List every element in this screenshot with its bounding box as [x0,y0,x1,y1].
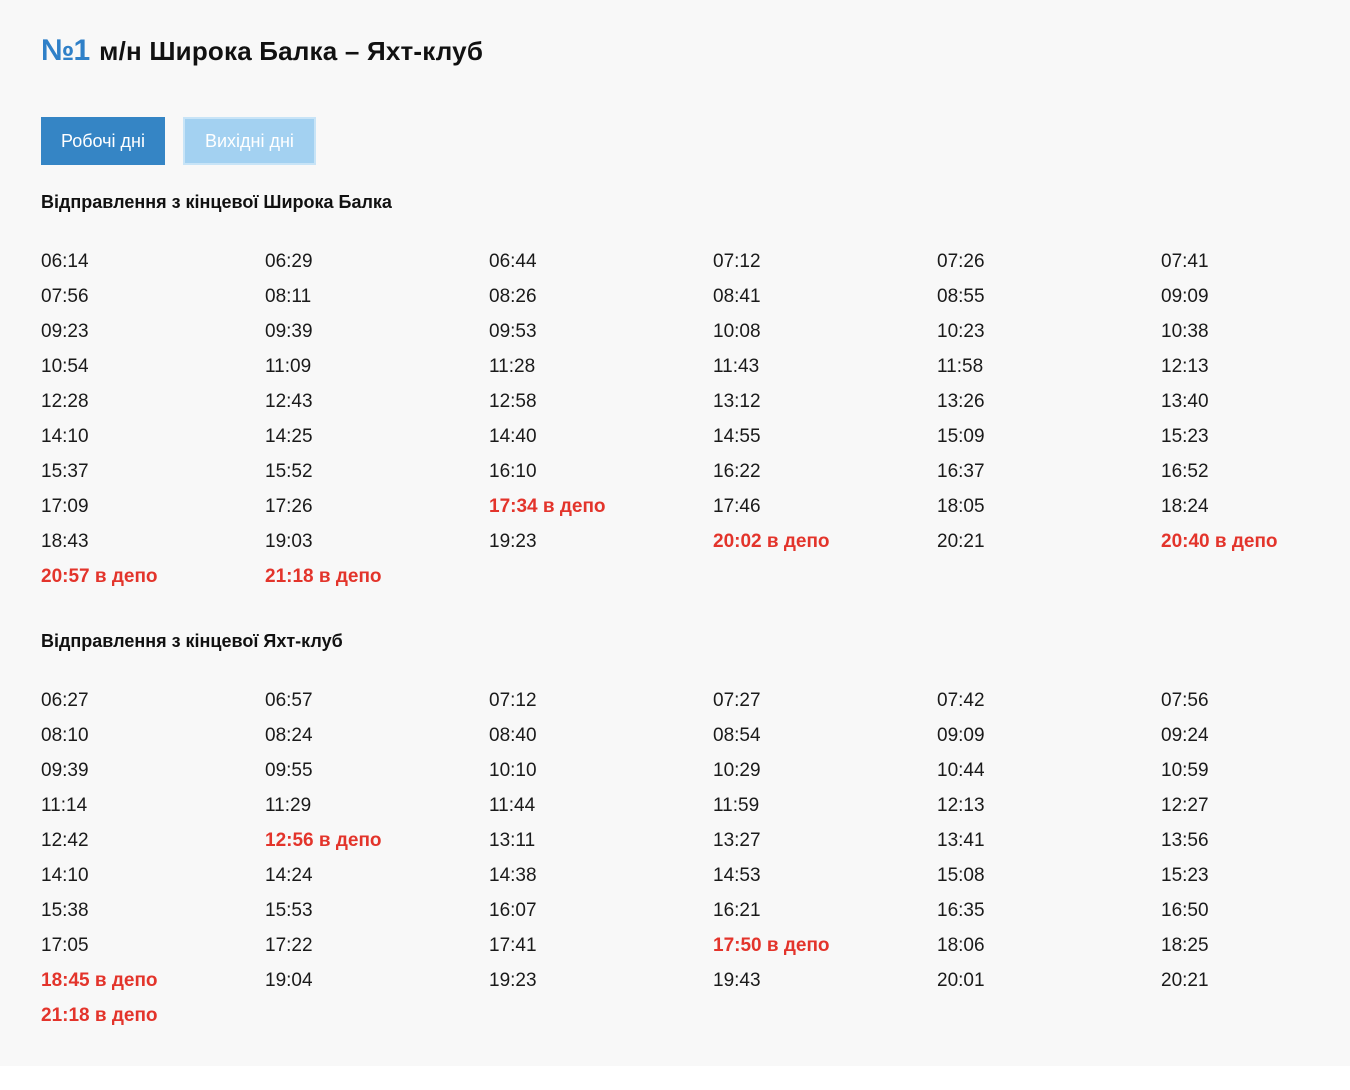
departures-section-yacht-club [41,629,1341,1033]
departure-time: 11:58 [937,356,984,377]
departure-time: 16:52 [1161,461,1209,482]
departure-time: 10:23 [937,321,985,342]
departure-time: 09:39 [41,760,89,781]
departure-time: 10:54 [41,356,89,377]
departure-time: 10:29 [713,760,761,781]
departure-time: 19:23 [489,531,537,552]
tab-weekends[interactable]: Вихідні дні [183,117,316,165]
route-number-badge: №1 [41,34,90,67]
departure-time: 11:43 [713,356,760,377]
departure-time: 18:05 [937,496,985,517]
departure-time: 17:41 [489,935,537,956]
departure-time: 06:27 [41,690,89,711]
departure-time: 07:42 [937,690,985,711]
departure-time: 09:23 [41,321,89,342]
departure-time: 13:26 [937,391,985,412]
departure-time-depot: 12:56 в депо [265,830,382,851]
departure-time: 12:28 [41,391,89,412]
departure-time: 12:58 [489,391,537,412]
departure-time: 20:01 [937,970,985,991]
departure-time: 08:10 [41,725,89,746]
departure-time: 16:50 [1161,900,1209,921]
departure-time: 10:10 [489,760,537,781]
departure-time-depot: 17:34 в депо [489,496,606,517]
departure-time: 09:24 [1161,725,1209,746]
departure-time: 20:21 [1161,970,1209,991]
departure-time-depot: 20:57 в депо [41,566,158,587]
departure-time: 16:35 [937,900,985,921]
departure-time: 10:44 [937,760,985,781]
departure-time: 13:40 [1161,391,1209,412]
departure-time: 11:14 [41,795,88,816]
departure-time-depot: 17:50 в депо [713,935,830,956]
departure-time-depot: 20:02 в депо [713,531,830,552]
departure-time: 13:11 [489,830,536,851]
departure-time: 10:59 [1161,760,1209,781]
departure-time: 14:25 [265,426,313,447]
departure-time: 18:43 [41,531,89,552]
departure-time-depot: 20:40 в депо [1161,531,1278,552]
departure-time: 17:22 [265,935,313,956]
departure-time: 15:52 [265,461,313,482]
departure-time: 08:24 [265,725,313,746]
departure-time: 11:59 [713,795,760,816]
departure-time: 19:23 [489,970,537,991]
departure-time: 07:56 [41,286,89,307]
departure-time: 19:43 [713,970,761,991]
departure-time: 07:27 [713,690,761,711]
departure-time: 14:40 [489,426,537,447]
departure-times-grid [41,683,1341,1033]
departure-time: 08:54 [713,725,761,746]
departure-time: 08:11 [265,286,312,307]
departure-time: 20:21 [937,531,985,552]
departure-time: 07:12 [489,690,537,711]
departure-time: 08:26 [489,286,537,307]
departure-time: 06:57 [265,690,313,711]
departure-time: 12:27 [1161,795,1209,816]
departure-time: 13:56 [1161,830,1209,851]
departure-time-depot: 21:18 в депо [265,566,382,587]
departure-time: 14:10 [41,865,89,886]
departure-time: 12:13 [1161,356,1209,377]
departure-time: 15:23 [1161,426,1209,447]
tab-weekdays[interactable]: Робочі дні [41,117,165,165]
day-type-tabs [41,117,316,165]
departure-time: 09:55 [265,760,313,781]
departures-section-shyroka-balka [41,190,1341,594]
departure-time: 15:53 [265,900,313,921]
departure-time: 16:07 [489,900,537,921]
departure-time-depot: 18:45 в депо [41,970,158,991]
departure-time: 16:22 [713,461,761,482]
departure-time: 07:56 [1161,690,1209,711]
departure-time: 17:09 [41,496,89,517]
departure-time: 07:26 [937,251,985,272]
departure-time: 16:10 [489,461,537,482]
departure-time: 09:09 [937,725,985,746]
page-title [41,34,483,68]
departure-time: 07:12 [713,251,761,272]
departure-time: 19:04 [265,970,313,991]
departure-time: 17:26 [265,496,313,517]
departure-time: 14:38 [489,865,537,886]
departure-time: 15:38 [41,900,89,921]
departure-time: 17:46 [713,496,761,517]
departure-time: 14:55 [713,426,761,447]
departure-time: 19:03 [265,531,313,552]
departure-time: 11:09 [265,356,312,377]
departure-time: 18:25 [1161,935,1209,956]
departure-time: 12:43 [265,391,313,412]
departure-time: 15:09 [937,426,985,447]
departure-time: 15:08 [937,865,985,886]
departure-time: 15:37 [41,461,89,482]
departure-time: 08:41 [713,286,761,307]
departure-time: 06:44 [489,251,537,272]
departure-times-grid [41,244,1341,594]
departure-time: 14:10 [41,426,89,447]
departure-time: 18:06 [937,935,985,956]
departure-time: 15:23 [1161,865,1209,886]
departure-time: 08:40 [489,725,537,746]
departure-time: 12:13 [937,795,985,816]
departure-time: 12:42 [41,830,89,851]
departure-time: 06:14 [41,251,89,272]
departure-time: 08:55 [937,286,985,307]
departure-time: 10:38 [1161,321,1209,342]
departure-time: 16:21 [713,900,761,921]
departure-time: 06:29 [265,251,313,272]
departure-time: 14:53 [713,865,761,886]
departure-time: 13:41 [937,830,985,851]
departure-time: 11:29 [265,795,312,816]
departure-time: 16:37 [937,461,985,482]
departure-time: 09:39 [265,321,313,342]
departure-time: 13:12 [713,391,761,412]
departure-time: 10:08 [713,321,761,342]
section-title: Відправлення з кінцевої Яхт-клуб [41,631,343,651]
departure-time: 18:24 [1161,496,1209,517]
departure-time: 07:41 [1161,251,1209,272]
departure-time: 09:53 [489,321,537,342]
departure-time: 11:44 [489,795,536,816]
departure-time-depot: 21:18 в депо [41,1005,158,1026]
route-name: м/н Широка Балка – Яхт-клуб [99,36,484,66]
departure-time: 17:05 [41,935,89,956]
departure-time: 13:27 [713,830,761,851]
departure-time: 14:24 [265,865,313,886]
section-title: Відправлення з кінцевої Широка Балка [41,192,392,212]
departure-time: 11:28 [489,356,536,377]
departure-time: 09:09 [1161,286,1209,307]
